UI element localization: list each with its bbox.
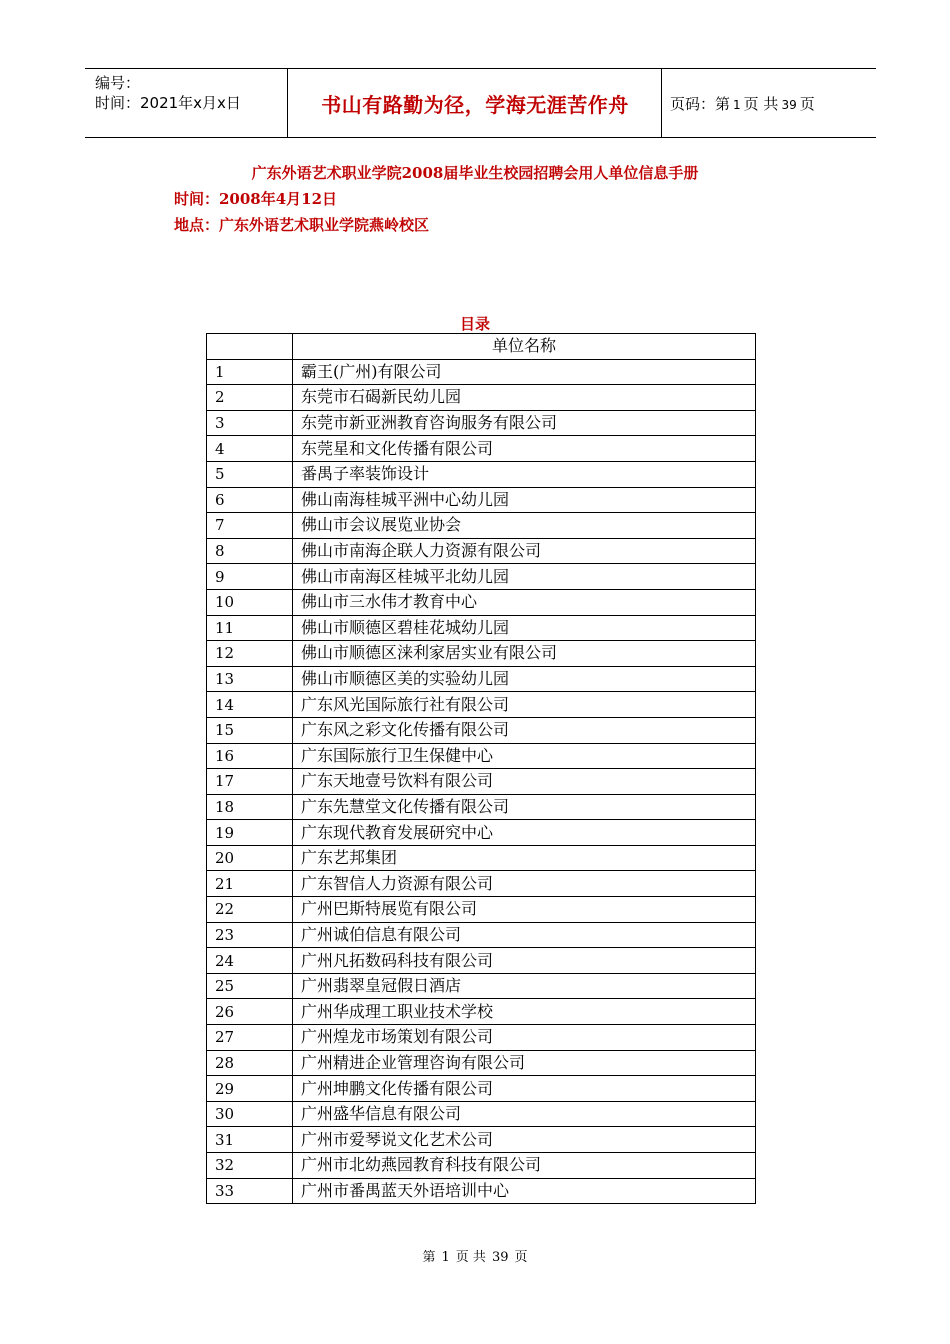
toc-heading: 目录	[459, 315, 490, 333]
table-row	[207, 359, 756, 385]
company-name: 广州翡翠皇冠假日酒店	[293, 973, 756, 999]
row-index: 18	[207, 794, 293, 820]
table-row	[207, 1127, 756, 1153]
table-row	[207, 1178, 756, 1204]
page-prefix: 页码：第	[670, 95, 731, 113]
row-index: 12	[207, 641, 293, 667]
table-row	[207, 794, 756, 820]
row-index: 13	[207, 666, 293, 692]
company-name: 佛山市顺德区碧桂花城幼儿园	[293, 615, 756, 641]
row-index: 27	[207, 1025, 293, 1051]
page-footer	[0, 1246, 950, 1265]
company-name: 广州巴斯特展览有限公司	[293, 897, 756, 923]
table-row	[207, 641, 756, 667]
page-suffix: 页	[799, 95, 815, 113]
table-row	[207, 1076, 756, 1102]
table-row	[207, 973, 756, 999]
company-name: 广东智信人力资源有限公司	[293, 871, 756, 897]
header-divider	[287, 69, 288, 137]
company-name: 佛山市顺德区美的实验幼儿园	[293, 666, 756, 692]
row-index: 26	[207, 999, 293, 1025]
footer-suffix: 页	[514, 1250, 528, 1265]
header-page-number	[670, 93, 815, 114]
row-index: 20	[207, 845, 293, 871]
event-time: 时间：2008年4月12日	[174, 190, 338, 208]
row-index: 15	[207, 717, 293, 743]
footer-prefix: 第	[422, 1250, 436, 1265]
toc-name-header: 单位名称	[293, 334, 756, 360]
company-name: 广州市北幼燕园教育科技有限公司	[293, 1153, 756, 1179]
company-name: 广州坤鹏文化传播有限公司	[293, 1076, 756, 1102]
table-row	[207, 436, 756, 462]
table-row	[207, 897, 756, 923]
table-row	[207, 717, 756, 743]
toc-header-row	[207, 334, 756, 360]
row-index: 3	[207, 410, 293, 436]
header-divider	[661, 69, 662, 137]
company-name: 番禺子率装饰设计	[293, 461, 756, 487]
table-row	[207, 1153, 756, 1179]
row-index: 31	[207, 1127, 293, 1153]
company-name: 佛山南海桂城平洲中心幼儿园	[293, 487, 756, 513]
table-row	[207, 615, 756, 641]
page-header	[85, 68, 876, 138]
table-row	[207, 461, 756, 487]
table-row	[207, 820, 756, 846]
company-name: 广州市爱琴说文化艺术公司	[293, 1127, 756, 1153]
table-row	[207, 564, 756, 590]
row-index: 25	[207, 973, 293, 999]
toc-body	[207, 359, 756, 1204]
row-index: 2	[207, 385, 293, 411]
company-name: 广州诚伯信息有限公司	[293, 922, 756, 948]
company-name: 佛山市南海区桂城平北幼儿园	[293, 564, 756, 590]
toc-index-header	[207, 334, 293, 360]
table-row	[207, 769, 756, 795]
table-row	[207, 922, 756, 948]
table-row	[207, 666, 756, 692]
company-name: 广州凡拓数码科技有限公司	[293, 948, 756, 974]
table-row	[207, 743, 756, 769]
row-index: 1	[207, 359, 293, 385]
table-row	[207, 871, 756, 897]
company-name: 广州市番禺蓝天外语培训中心	[293, 1178, 756, 1204]
row-index: 19	[207, 820, 293, 846]
row-index: 7	[207, 513, 293, 539]
row-index: 21	[207, 871, 293, 897]
table-row	[207, 948, 756, 974]
row-index: 14	[207, 692, 293, 718]
header-meta	[95, 73, 285, 113]
row-index: 16	[207, 743, 293, 769]
table-row	[207, 513, 756, 539]
company-name: 佛山市顺德区涞利家居实业有限公司	[293, 641, 756, 667]
row-index: 30	[207, 1101, 293, 1127]
row-index: 29	[207, 1076, 293, 1102]
serial-label: 编号：	[95, 74, 141, 92]
table-row	[207, 692, 756, 718]
company-name: 霸王(广州)有限公司	[293, 359, 756, 385]
company-name: 广东艺邦集团	[293, 845, 756, 871]
table-row	[207, 410, 756, 436]
company-name: 东莞市石碣新民幼儿园	[293, 385, 756, 411]
row-index: 9	[207, 564, 293, 590]
company-name: 佛山市三水伟才教育中心	[293, 589, 756, 615]
table-row	[207, 999, 756, 1025]
table-row	[207, 385, 756, 411]
company-name: 广州华成理工职业技术学校	[293, 999, 756, 1025]
page-total: 39	[781, 98, 797, 112]
company-name: 广东国际旅行卫生保健中心	[293, 743, 756, 769]
company-name: 广东风之彩文化传播有限公司	[293, 717, 756, 743]
document-title: 广东外语艺术职业学院2008届毕业生校园招聘会用人单位信息手册	[251, 164, 699, 182]
table-row	[207, 1050, 756, 1076]
table-row	[207, 487, 756, 513]
company-name: 广州盛华信息有限公司	[293, 1101, 756, 1127]
company-name: 广东风光国际旅行社有限公司	[293, 692, 756, 718]
table-row	[207, 845, 756, 871]
page-mid: 页 共	[743, 95, 779, 113]
table-row	[207, 538, 756, 564]
row-index: 33	[207, 1178, 293, 1204]
footer-current: 1	[441, 1250, 450, 1265]
row-index: 32	[207, 1153, 293, 1179]
row-index: 10	[207, 589, 293, 615]
footer-total: 39	[491, 1250, 509, 1265]
company-name: 广州精进企业管理咨询有限公司	[293, 1050, 756, 1076]
company-name: 广州煌龙市场策划有限公司	[293, 1025, 756, 1051]
row-index: 5	[207, 461, 293, 487]
event-place: 地点：广东外语艺术职业学院燕岭校区	[174, 216, 430, 234]
company-name: 东莞星和文化传播有限公司	[293, 436, 756, 462]
row-index: 24	[207, 948, 293, 974]
header-time: 时间：2021年x月x日	[95, 94, 241, 112]
company-name: 佛山市会议展览业协会	[293, 513, 756, 539]
footer-mid: 页 共	[455, 1250, 486, 1265]
row-index: 11	[207, 615, 293, 641]
row-index: 28	[207, 1050, 293, 1076]
table-row	[207, 589, 756, 615]
header-motto: 书山有路勤为径，学海无涯苦作舟	[321, 93, 629, 117]
row-index: 23	[207, 922, 293, 948]
table-row	[207, 1025, 756, 1051]
company-name: 广东天地壹号饮料有限公司	[293, 769, 756, 795]
company-name: 东莞市新亚洲教育咨询服务有限公司	[293, 410, 756, 436]
toc-table	[206, 333, 756, 1204]
company-name: 广东先慧堂文化传播有限公司	[293, 794, 756, 820]
table-row	[207, 1101, 756, 1127]
company-name: 佛山市南海企联人力资源有限公司	[293, 538, 756, 564]
page-current: 1	[733, 98, 741, 112]
company-name: 广东现代教育发展研究中心	[293, 820, 756, 846]
row-index: 6	[207, 487, 293, 513]
row-index: 8	[207, 538, 293, 564]
row-index: 4	[207, 436, 293, 462]
row-index: 22	[207, 897, 293, 923]
row-index: 17	[207, 769, 293, 795]
